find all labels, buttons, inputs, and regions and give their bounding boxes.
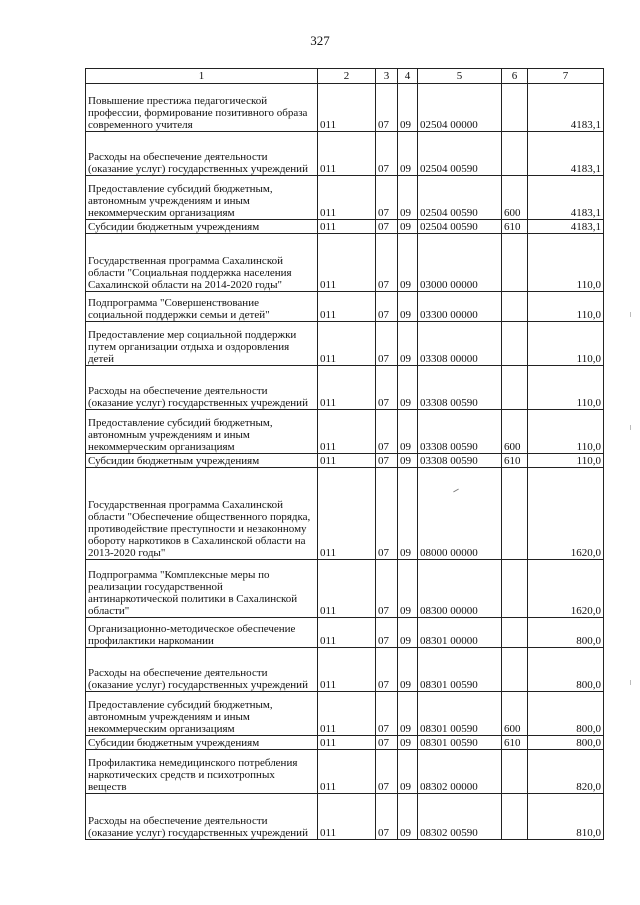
row-col7: 1620,0 [528, 560, 604, 618]
row-col5: 03000 00000 [418, 234, 502, 292]
row-col4: 09 [398, 132, 418, 176]
table-row [86, 618, 604, 648]
row-col3: 07 [376, 176, 398, 220]
row-col3: 07 [376, 560, 398, 618]
row-col4: 09 [398, 220, 418, 234]
header-cell: 7 [528, 69, 604, 84]
row-col7: 4183,1 [528, 176, 604, 220]
row-col4: 09 [398, 794, 418, 840]
row-col5: 02504 00000 [418, 84, 502, 132]
row-col6 [502, 560, 528, 618]
row-col3: 07 [376, 410, 398, 454]
row-col7: 810,0 [528, 794, 604, 840]
row-col5: 08302 00590 [418, 794, 502, 840]
header-cell: 3 [376, 69, 398, 84]
row-col3: 07 [376, 750, 398, 794]
row-col5: 08000 00000 [418, 468, 502, 560]
margin-mark [630, 312, 631, 317]
row-col4: 09 [398, 292, 418, 322]
header-cell: 1 [86, 69, 318, 84]
row-col3: 07 [376, 234, 398, 292]
row-col7: 820,0 [528, 750, 604, 794]
row-name: Государственная программа Сахалинской области "Обеспечение общественного порядка, противодействие преступности и незаконному обороту наркотиков в Сахалинской области на 2013-2020 годы" [86, 468, 318, 560]
row-col5: 08301 00590 [418, 736, 502, 750]
row-col6 [502, 322, 528, 366]
row-col5: 02504 00590 [418, 176, 502, 220]
row-col7: 110,0 [528, 234, 604, 292]
row-col7: 110,0 [528, 410, 604, 454]
row-col3: 07 [376, 366, 398, 410]
row-col3: 07 [376, 454, 398, 468]
row-col3: 07 [376, 132, 398, 176]
row-name: Профилактика немедицинского потребления наркотических средств и психотропных веществ [86, 750, 318, 794]
table-body [86, 69, 604, 840]
header-cell: 5 [418, 69, 502, 84]
row-name: Предоставление субсидий бюджетным, автономным учреждениям и иным некоммерческим организациям [86, 410, 318, 454]
table-row [86, 84, 604, 132]
row-col7: 110,0 [528, 322, 604, 366]
row-col3: 07 [376, 220, 398, 234]
row-name: Расходы на обеспечение деятельности (оказание услуг) государственных учреждений [86, 794, 318, 840]
row-col2: 011 [318, 794, 376, 840]
row-col7: 800,0 [528, 692, 604, 736]
row-name: Предоставление мер социальной поддержки путем организации отдыха и оздоровления детей [86, 322, 318, 366]
row-name: Государственная программа Сахалинской области "Социальная поддержка населения Сахалинской области на 2014-2020 годы" [86, 234, 318, 292]
row-col6 [502, 750, 528, 794]
row-col2: 011 [318, 366, 376, 410]
row-col4: 09 [398, 176, 418, 220]
row-col4: 09 [398, 618, 418, 648]
row-name: Подпрограмма "Совершенствование социальной поддержки семьи и детей" [86, 292, 318, 322]
row-col6: 610 [502, 220, 528, 234]
row-col7: 110,0 [528, 454, 604, 468]
row-col4: 09 [398, 468, 418, 560]
row-col2: 011 [318, 692, 376, 736]
row-col3: 07 [376, 794, 398, 840]
row-col5: 08301 00590 [418, 692, 502, 736]
row-col4: 09 [398, 648, 418, 692]
row-col7: 800,0 [528, 648, 604, 692]
row-col3: 07 [376, 292, 398, 322]
budget-table [85, 68, 604, 840]
row-col2: 011 [318, 220, 376, 234]
row-col2: 011 [318, 468, 376, 560]
row-name: Субсидии бюджетным учреждениям [86, 220, 318, 234]
row-col7: 4183,1 [528, 132, 604, 176]
row-col5: 08301 00590 [418, 648, 502, 692]
row-col5: 08301 00000 [418, 618, 502, 648]
row-col2: 011 [318, 648, 376, 692]
margin-mark [630, 680, 631, 685]
header-cell: 4 [398, 69, 418, 84]
row-col7: 800,0 [528, 618, 604, 648]
table-row [86, 132, 604, 176]
table-row [86, 750, 604, 794]
row-col4: 09 [398, 736, 418, 750]
row-col4: 09 [398, 560, 418, 618]
page-number: 327 [310, 33, 330, 48]
row-col3: 07 [376, 618, 398, 648]
row-col5: 02504 00590 [418, 132, 502, 176]
row-col2: 011 [318, 750, 376, 794]
row-col4: 09 [398, 366, 418, 410]
row-col7: 4183,1 [528, 220, 604, 234]
table-row [86, 322, 604, 366]
table-row [86, 176, 604, 220]
row-col6 [502, 648, 528, 692]
row-col7: 110,0 [528, 292, 604, 322]
row-col6: 610 [502, 454, 528, 468]
table-row [86, 648, 604, 692]
row-col6 [502, 84, 528, 132]
row-col4: 09 [398, 454, 418, 468]
row-col6: 600 [502, 692, 528, 736]
table-row [86, 234, 604, 292]
row-col6 [502, 618, 528, 648]
margin-mark [630, 425, 631, 430]
row-col2: 011 [318, 176, 376, 220]
row-col7: 800,0 [528, 736, 604, 750]
row-col2: 011 [318, 736, 376, 750]
row-col5: 03308 00000 [418, 322, 502, 366]
row-col2: 011 [318, 410, 376, 454]
row-name: Предоставление субсидий бюджетным, автономным учреждениям и иным некоммерческим организациям [86, 176, 318, 220]
row-col4: 09 [398, 234, 418, 292]
row-col2: 011 [318, 322, 376, 366]
row-col6 [502, 132, 528, 176]
table-row [86, 292, 604, 322]
row-col5: 03308 00590 [418, 410, 502, 454]
row-col4: 09 [398, 84, 418, 132]
row-col7: 4183,1 [528, 84, 604, 132]
row-col2: 011 [318, 234, 376, 292]
row-col2: 011 [318, 454, 376, 468]
table-row [86, 560, 604, 618]
row-name: Расходы на обеспечение деятельности (оказание услуг) государственных учреждений [86, 648, 318, 692]
row-col2: 011 [318, 84, 376, 132]
row-name: Субсидии бюджетным учреждениям [86, 736, 318, 750]
row-col2: 011 [318, 292, 376, 322]
row-col3: 07 [376, 322, 398, 366]
row-name: Повышение престижа педагогической профессии, формирование позитивного образа современного учителя [86, 84, 318, 132]
row-col2: 011 [318, 618, 376, 648]
row-name: Субсидии бюджетным учреждениям [86, 454, 318, 468]
row-name: Предоставление субсидий бюджетным, автономным учреждениям и иным некоммерческим организациям [86, 692, 318, 736]
row-col4: 09 [398, 410, 418, 454]
row-col4: 09 [398, 750, 418, 794]
row-col5: 02504 00590 [418, 220, 502, 234]
table-row [86, 468, 604, 560]
row-col6 [502, 234, 528, 292]
row-name: Расходы на обеспечение деятельности (оказание услуг) государственных учреждений [86, 366, 318, 410]
table-row [86, 220, 604, 234]
row-col6: 600 [502, 410, 528, 454]
row-col6 [502, 292, 528, 322]
row-name: Подпрограмма "Комплексные меры по реализации государственной антинаркотической политики в Сахалинской области" [86, 560, 318, 618]
row-col5: 03308 00590 [418, 366, 502, 410]
table-row [86, 454, 604, 468]
row-col3: 07 [376, 736, 398, 750]
header-cell: 2 [318, 69, 376, 84]
row-col6 [502, 468, 528, 560]
row-col5: 08302 00000 [418, 750, 502, 794]
row-col3: 07 [376, 84, 398, 132]
row-col5: 03308 00590 [418, 454, 502, 468]
row-col7: 1620,0 [528, 468, 604, 560]
row-col5: 03300 00000 [418, 292, 502, 322]
row-col6 [502, 794, 528, 840]
table-row [86, 366, 604, 410]
row-col4: 09 [398, 322, 418, 366]
row-col4: 09 [398, 692, 418, 736]
table-header-row [86, 69, 604, 84]
row-col3: 07 [376, 648, 398, 692]
row-col7: 110,0 [528, 366, 604, 410]
row-col6: 600 [502, 176, 528, 220]
table-row [86, 692, 604, 736]
row-name: Расходы на обеспечение деятельности (оказание услуг) государственных учреждений [86, 132, 318, 176]
table-row [86, 736, 604, 750]
table-row [86, 410, 604, 454]
row-col6 [502, 366, 528, 410]
row-col5: 08300 00000 [418, 560, 502, 618]
row-name: Организационно-методическое обеспечение профилактики наркомании [86, 618, 318, 648]
table-row [86, 794, 604, 840]
row-col3: 07 [376, 468, 398, 560]
row-col6: 610 [502, 736, 528, 750]
header-cell: 6 [502, 69, 528, 84]
row-col2: 011 [318, 132, 376, 176]
row-col2: 011 [318, 560, 376, 618]
row-col3: 07 [376, 692, 398, 736]
